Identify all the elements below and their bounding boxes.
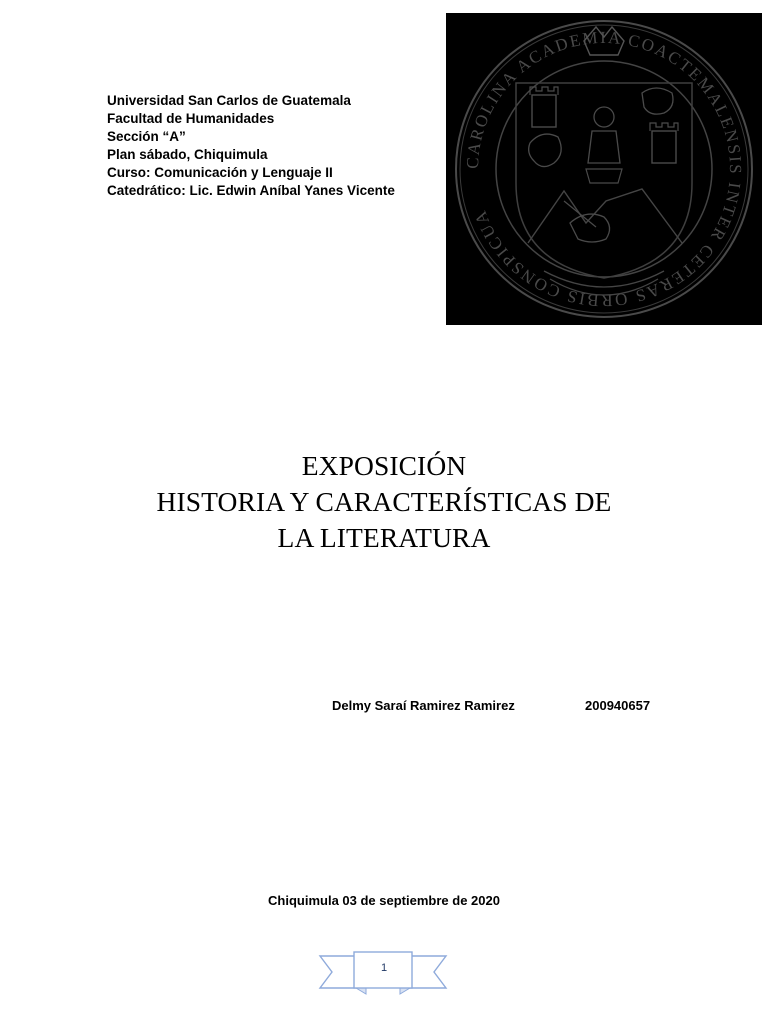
title-line-3: LA LITERATURA [277, 522, 491, 553]
faculty-name: Facultad de Humanidades [107, 111, 275, 126]
institution-header [107, 92, 395, 200]
place-and-date: Chiquimula 03 de septiembre de 2020 [268, 893, 500, 908]
instructor-line: Catedrático: Lic. Edwin Aníbal Yanes Vicente [107, 183, 395, 198]
title-line-2: HISTORIA Y CARACTERÍSTICAS DE [156, 486, 612, 517]
course-line: Curso: Comunicación y Lenguaje II [107, 165, 333, 180]
title-line-1: EXPOSICIÓN [301, 450, 467, 481]
plan-line: Plan sábado, Chiquimula [107, 147, 268, 162]
university-seal-image [446, 13, 762, 325]
section-line: Sección “A” [107, 129, 186, 144]
seal-text: CAROLINA ACADEMIA COACTEMALENSIS INTER CETERAS ORBIS CONSPICUA [462, 27, 746, 311]
student-id: 200940657 [585, 698, 651, 713]
document-title [0, 448, 768, 556]
author-name: Delmy Saraí Ramirez Ramirez [332, 698, 515, 713]
university-name: Universidad San Carlos de Guatemala [107, 93, 351, 108]
seal-emblem [446, 13, 762, 325]
page-number: 1 [380, 962, 388, 974]
